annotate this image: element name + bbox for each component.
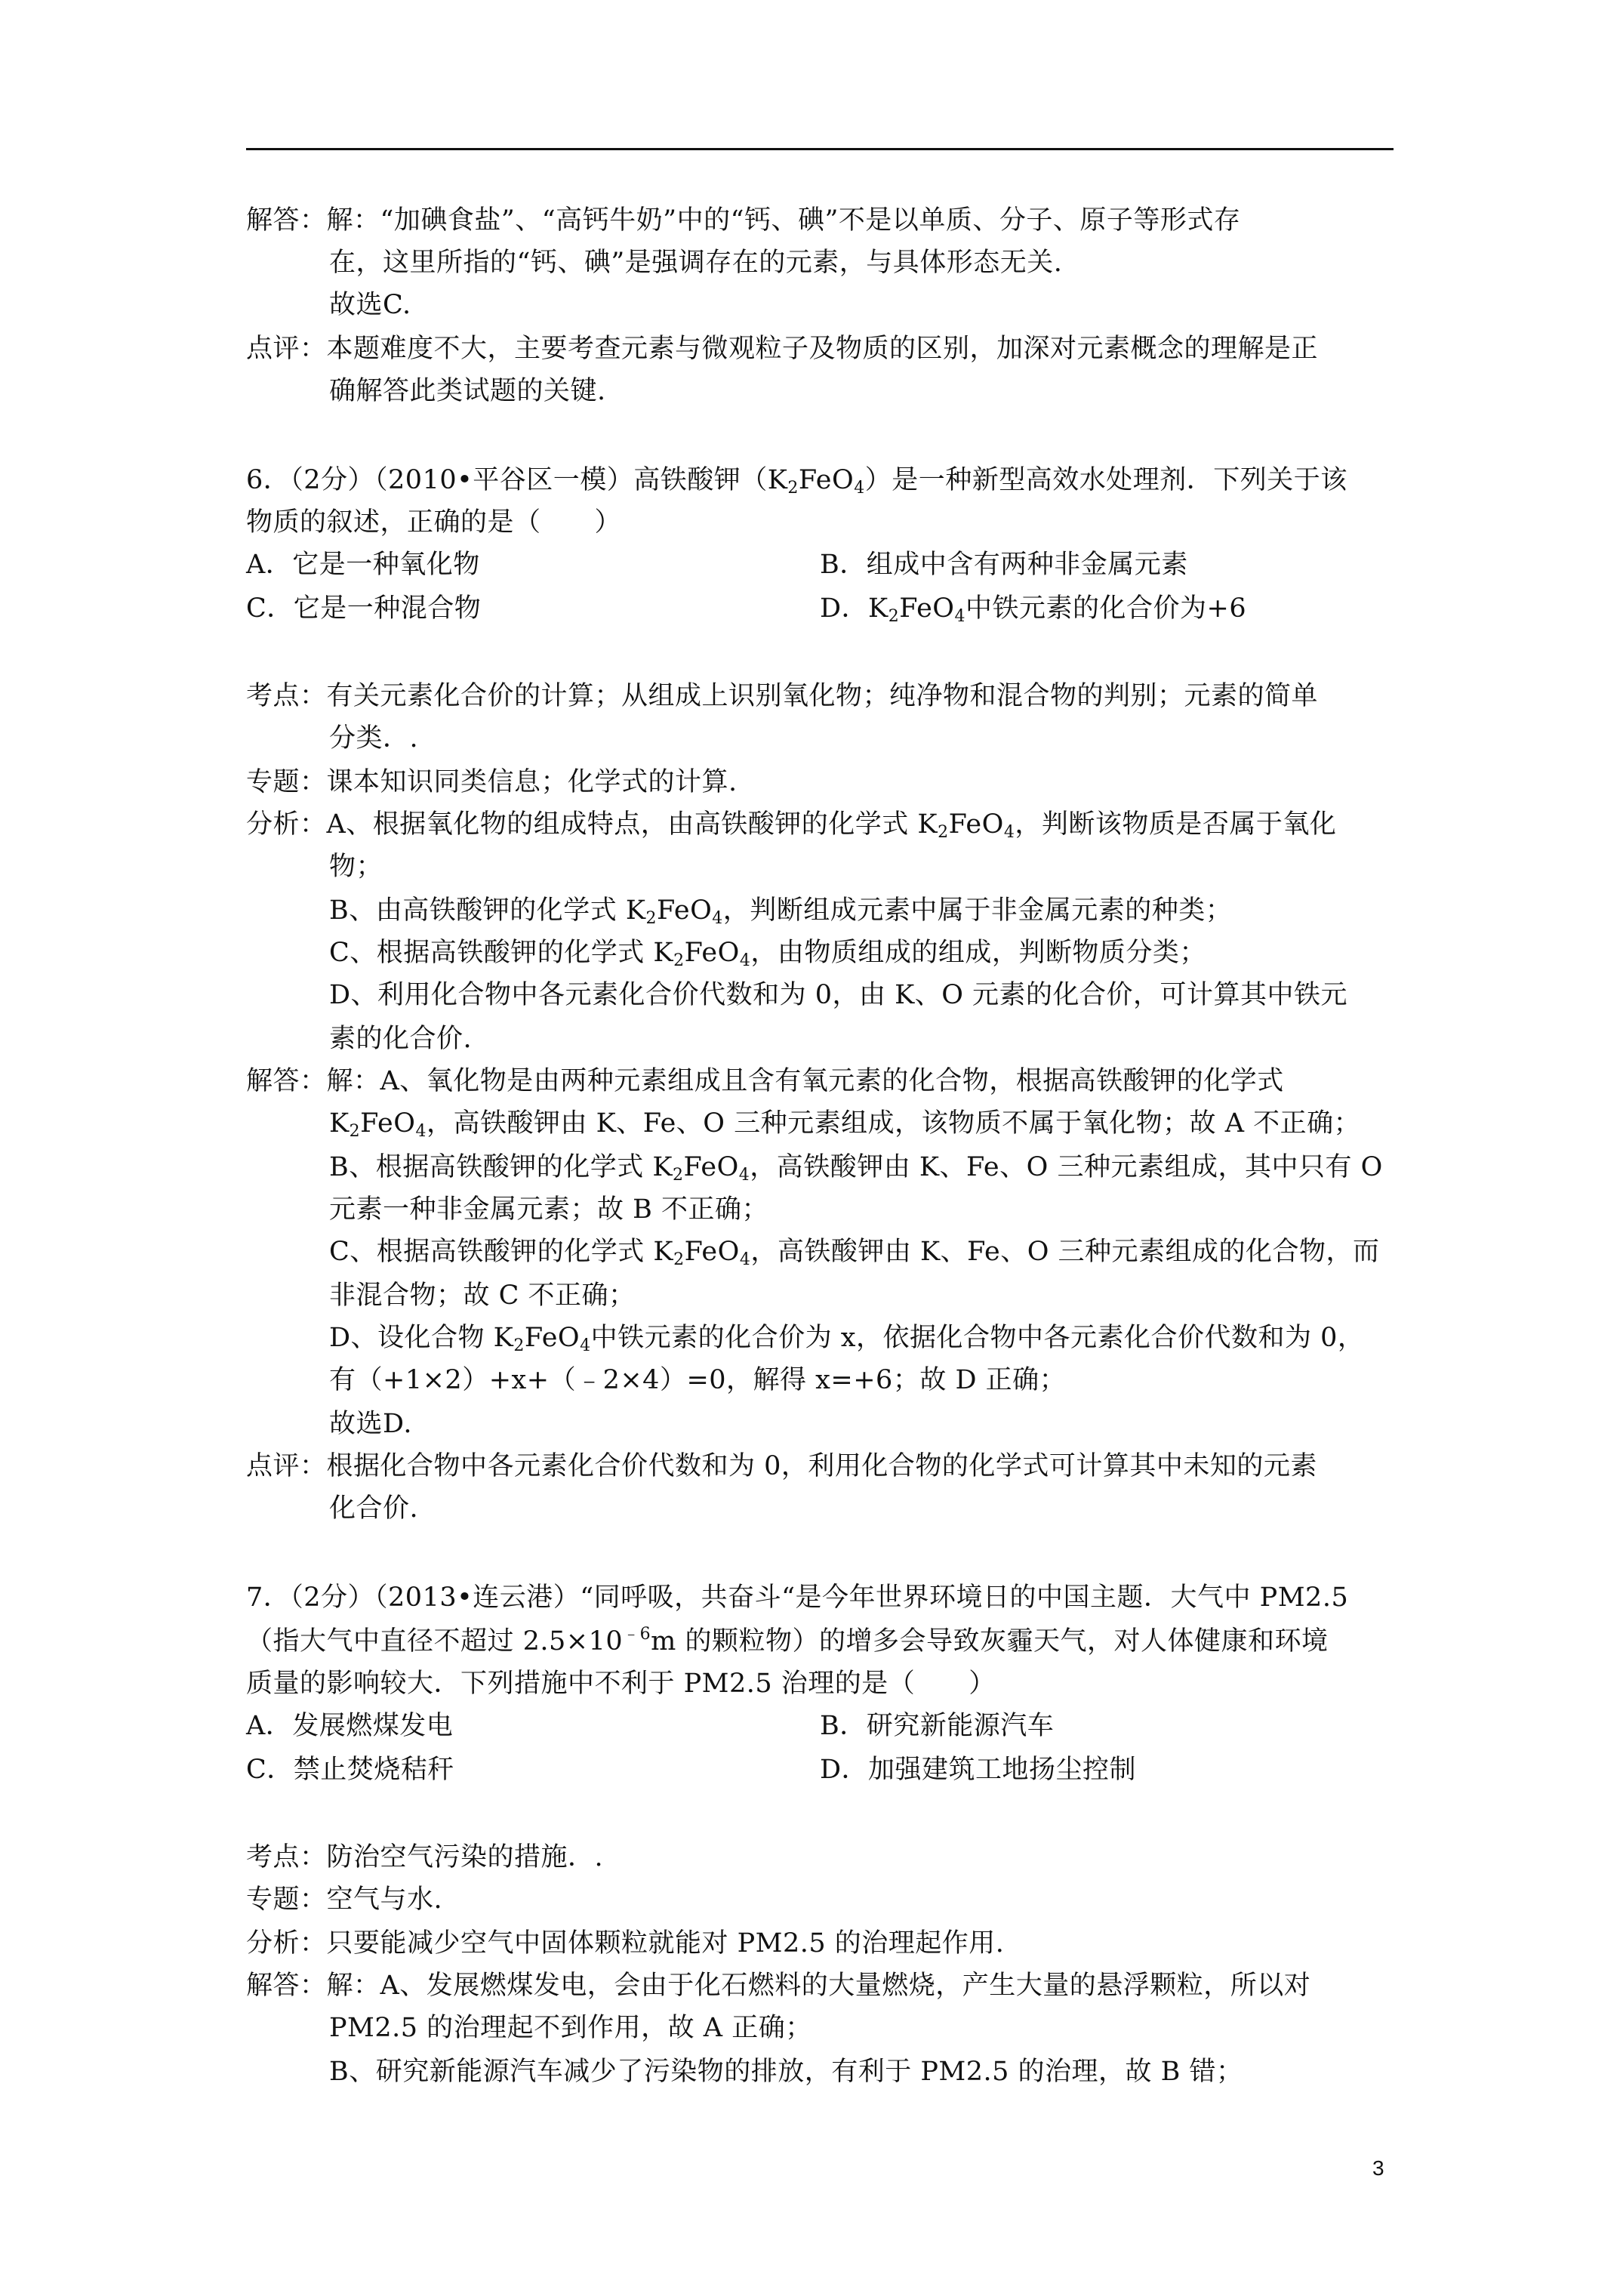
q6-solution: 元素一种非金属元素；故 B 不正确；: [329, 1194, 768, 1225]
q6-analysis: 物；: [329, 852, 383, 882]
q6-option-b: B．组成中含有两种非金属元素: [820, 550, 1188, 580]
q7-stem: 7．（2分）（2013•连云港）“同呼吸，共奋斗“是今年世界环境日的中国主题．大气中 PM2.5: [246, 1583, 1349, 1613]
q6-option-c: C．它是一种混合物: [246, 593, 482, 624]
q6-analysis: D、利用化合物中各元素化合价代数和为 0，由 K、O 元素的化合价，可计算其中铁元: [329, 980, 1348, 1010]
q6-keypoint: 分类．.: [329, 723, 419, 754]
q6-solution: D、设化合物 $K_2FeO_4$中铁元素的化合价为 x，依据化合物中各元素化合价代数和为 0，: [329, 1323, 1365, 1355]
q7-stem: 质量的影响较大．下列措施中不利于 PM2.5 治理的是（ ）: [246, 1669, 996, 1699]
q6-keypoint: 考点：有关元素化合价的计算；从组成上识别氧化物；纯净物和混合物的判别；元素的简单: [246, 681, 1319, 711]
q6-option-d: D．$K_2FeO_4$中铁元素的化合价为+6: [820, 593, 1247, 626]
q6-comment: 化合价.: [329, 1493, 419, 1524]
q6-solution: 有（+1×2）+x+（﹣2×4）=0，解得 x=+6；故 D 正确；: [329, 1365, 1067, 1395]
q5-answer-line: 故选C.: [329, 290, 411, 320]
q7-solution: PM2.5 的治理起不到作用，故 A 正确；: [329, 2013, 812, 2043]
q7-solution: 解答：解：A、发展燃煤发电，会由于化石燃料的大量燃烧，产生大量的悬浮颗粒，所以对: [246, 1971, 1311, 2001]
q6-solution: C、根据高铁酸钾的化学式 $K_2FeO_4$，高铁酸钾由 K、Fe、O 三种元素组成的化合物，而: [329, 1237, 1380, 1269]
header-rule: [246, 148, 1394, 150]
q6-solution: 解答：解：A、氧化物是由两种元素组成且含有氧元素的化合物，根据高铁酸钾的化学式: [246, 1066, 1284, 1096]
q6-stem: 物质的叙述，正确的是（ ）: [246, 507, 622, 538]
q7-analysis: 分析：只要能减少空气中固体颗粒就能对 PM2.5 的治理起作用.: [246, 1928, 1005, 1959]
q7-option-a: A．发展燃煤发电: [246, 1711, 454, 1741]
q6-stem: 6．（2分）（2010•平谷区一模）高铁酸钾$(K_2FeO_4)$是一种新型高效水处理剂．下列关于该: [246, 465, 1347, 498]
q5-comment-line: 确解答此类试题的关键.: [329, 376, 606, 406]
q6-analysis: B、由高铁酸钾的化学式 $K_2FeO_4$，判断组成元素中属于非金属元素的种类；: [329, 895, 1233, 928]
q6-solution: 故选D.: [329, 1409, 412, 1439]
q6-solution: 非混合物；故 C 不正确；: [329, 1281, 636, 1311]
page-number: 3: [1372, 2156, 1384, 2180]
q6-analysis: 素的化合价.: [329, 1024, 473, 1054]
q5-answer-line: 在，这里所指的“钙、碘”是强调存在的元素，与具体形态无关.: [329, 248, 1063, 278]
q5-comment-line: 点评：本题难度不大，主要考查元素与微观粒子及物质的区别，加深对元素概念的理解是正: [246, 334, 1319, 364]
q7-option-c: C．禁止焚烧秸秆: [246, 1755, 454, 1785]
q7-solution: B、研究新能源汽车减少了污染物的排放，有利于 PM2.5 的治理，故 B 错；: [329, 2057, 1243, 2087]
q5-answer-line: 解答：解：“加碘食盐”、“高钙牛奶”中的“钙、碘”不是以单质、分子、原子等形式存: [246, 205, 1241, 236]
q7-option-d: D．加强建筑工地扬尘控制: [820, 1755, 1137, 1785]
q6-solution: $K_2FeO_4$，高铁酸钾由 K、Fe、O 三种元素组成，该物质不属于氧化物；故 A 不正确；: [329, 1108, 1361, 1141]
q6-topic: 专题：课本知识同类信息；化学式的计算.: [246, 767, 738, 797]
q6-solution: B、根据高铁酸钾的化学式 $K_2FeO_4$，高铁酸钾由 K、Fe、O 三种元素组成，其中只有 O: [329, 1152, 1383, 1185]
q6-option-a: A．它是一种氧化物: [246, 550, 480, 580]
q6-comment: 点评：根据化合物中各元素化合价代数和为 0，利用化合物的化学式可计算其中未知的元素: [246, 1451, 1317, 1481]
q7-stem: （指大气中直径不超过 $2.5\times 10^{﹣6}m$ 的颗粒物）的增多会导致灰霾天气，对人体健康和环境: [246, 1625, 1329, 1657]
q7-topic: 专题：空气与水.: [246, 1885, 443, 1915]
q7-keypoint: 考点：防治空气污染的措施．.: [246, 1842, 604, 1872]
q6-analysis: 分析：A、根据氧化物的组成特点，由高铁酸钾的化学式 $K_2FeO_4$，判断该物质是否属于氧化: [246, 809, 1337, 842]
q6-analysis: C、根据高铁酸钾的化学式 $K_2FeO_4$，由物质组成的组成，判断物质分类；: [329, 938, 1206, 970]
q7-option-b: B．研究新能源汽车: [820, 1711, 1055, 1741]
